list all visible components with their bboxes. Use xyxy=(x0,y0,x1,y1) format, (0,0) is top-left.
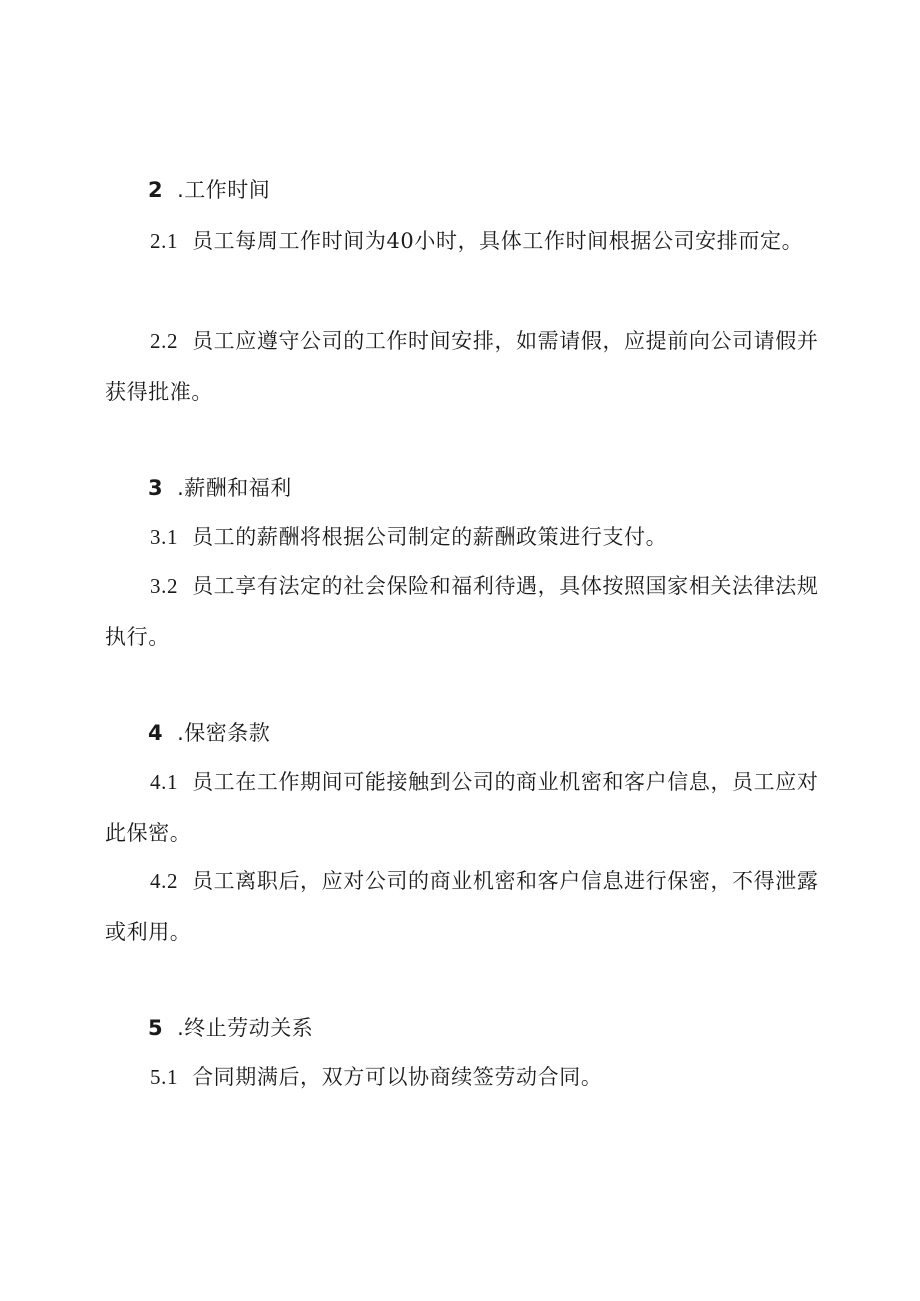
section-number: 5 xyxy=(148,1016,164,1040)
section-heading-5 xyxy=(148,1013,313,1043)
clause-3-2 xyxy=(105,561,825,663)
clause-5-1 xyxy=(105,1052,825,1103)
clause-number: 5.1 xyxy=(150,1065,179,1089)
clause-text: 员工每周工作时间为40小时，具体工作时间根据公司安排而定。 xyxy=(192,229,804,253)
clause-3-1 xyxy=(105,512,825,563)
section-title: .终止劳动关系 xyxy=(177,1016,314,1040)
clause-number: 4.1 xyxy=(150,770,179,794)
clause-text: 员工的薪酬将根据公司制定的薪酬政策进行支付。 xyxy=(192,525,668,549)
section-heading-2 xyxy=(148,175,270,205)
clause-number: 2.1 xyxy=(150,229,179,253)
section-heading-4 xyxy=(148,718,270,748)
clause-2-2 xyxy=(105,316,825,418)
clause-text: 员工应遵守公司的工作时间安排，如需请假，应提前向公司请假并获得批准。 xyxy=(105,329,819,404)
clause-2-1 xyxy=(105,216,825,267)
section-title: .保密条款 xyxy=(177,721,271,745)
clause-4-2 xyxy=(105,856,825,958)
clause-text: 合同期满后，双方可以协商续签劳动合同。 xyxy=(192,1065,603,1089)
section-number: 4 xyxy=(148,721,164,745)
clause-number: 3.1 xyxy=(150,525,179,549)
clause-number: 2.2 xyxy=(150,329,179,353)
clause-text: 员工离职后，应对公司的商业机密和客户信息进行保密，不得泄露或利用。 xyxy=(105,869,819,944)
section-title: .工作时间 xyxy=(177,178,271,202)
clause-text: 员工在工作期间可能接触到公司的商业机密和客户信息，员工应对此保密。 xyxy=(105,770,819,845)
section-number: 3 xyxy=(148,476,164,500)
clause-number: 3.2 xyxy=(150,574,179,598)
section-number: 2 xyxy=(148,178,164,202)
section-title: .薪酬和福利 xyxy=(177,476,292,500)
clause-number: 4.2 xyxy=(150,869,179,893)
clause-text: 员工享有法定的社会保险和福利待遇，具体按照国家相关法律法规执行。 xyxy=(105,574,819,649)
section-heading-3 xyxy=(148,473,292,503)
clause-4-1 xyxy=(105,757,825,859)
